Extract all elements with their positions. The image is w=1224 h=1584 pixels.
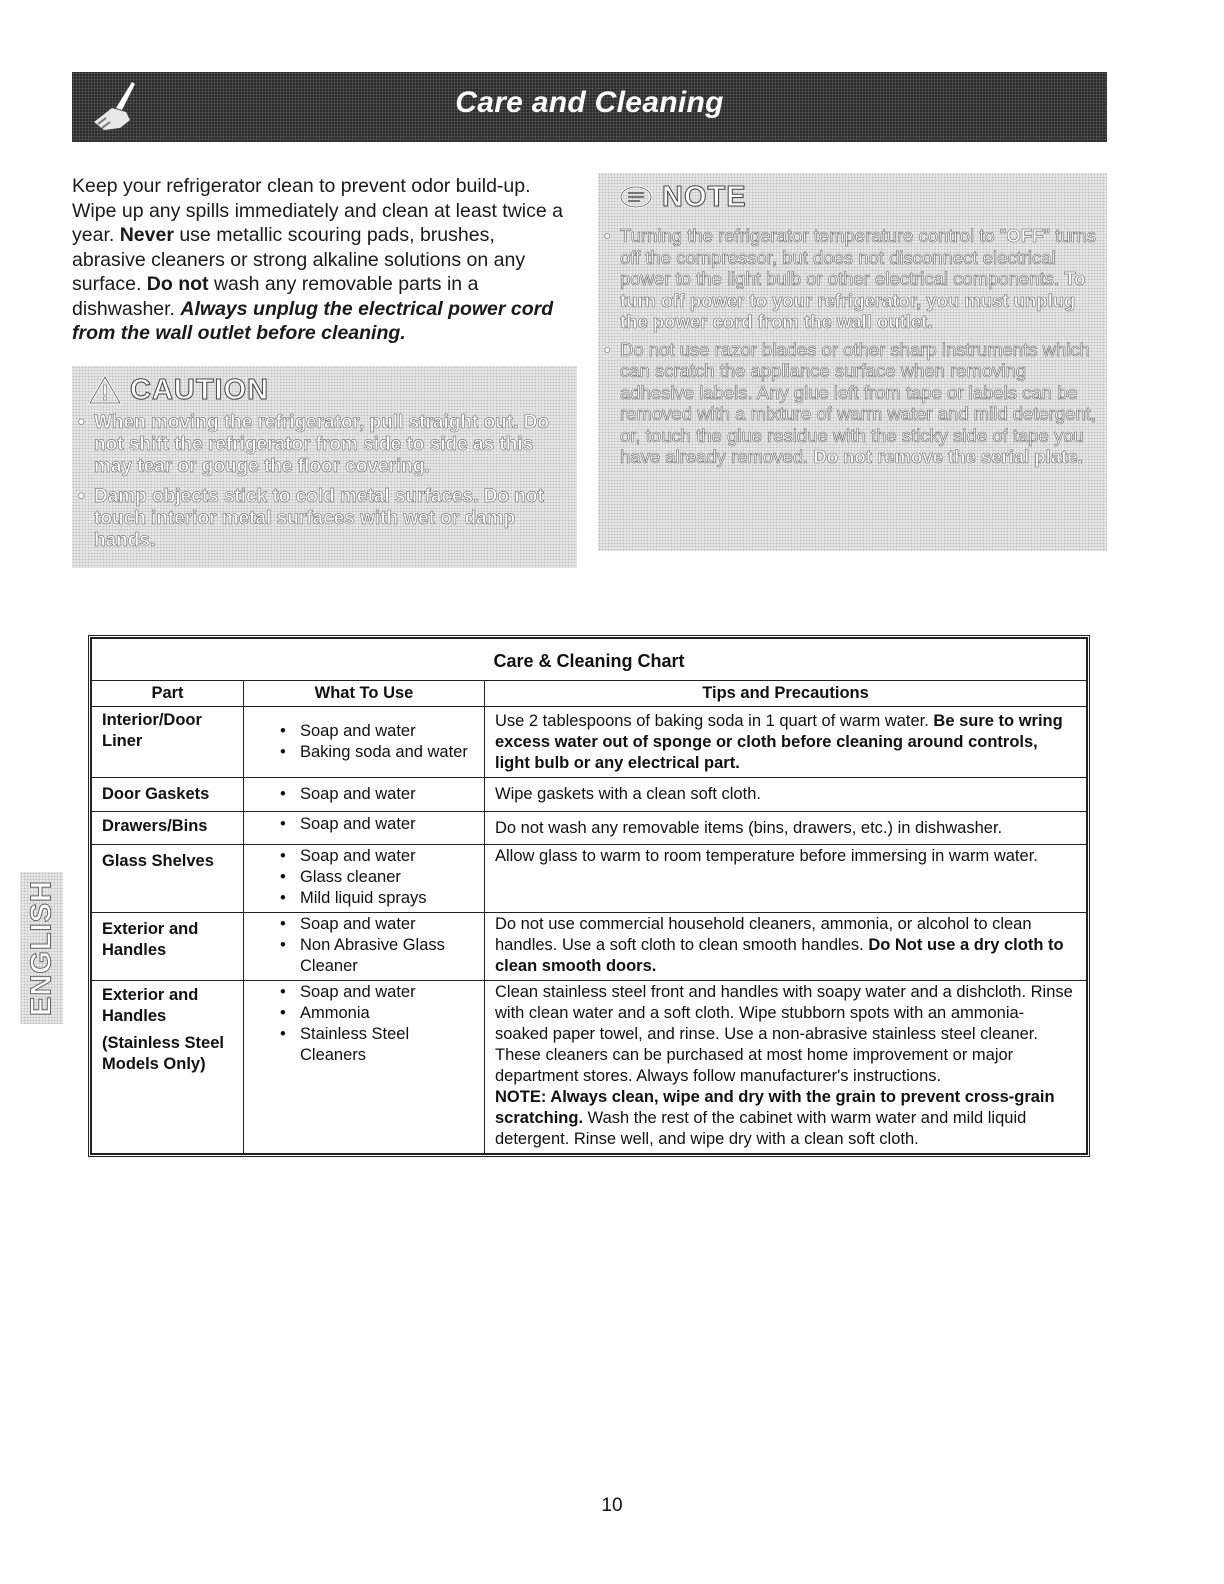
note-title: NOTE	[662, 180, 747, 213]
warning-triangle-icon	[88, 375, 122, 405]
caution-title: CAUTION	[130, 373, 270, 406]
caution-item: • Damp objects stick to cold metal surfaces. Do not touch interior metal surfaces with wet or damp hands.	[72, 486, 571, 552]
table-row: Interior/Door Liner • Soap and water • Baking soda and water Use 2 tablespoons of baking soda in 1 quart of warm water. Be sure to wring excess water out of sponge or cloth before cleaning around controls, light bulb or any electrical part.	[92, 707, 1087, 778]
note-item: • Do not use razor blades or other sharp instruments which can scratch the appliance surface when removing adhesive labels. Any glue left from tape or labels can be removed with a mixture of warm water and mild detergent, or, touch the glue residue with the sticky side of tape you have already removed. Do not remove the serial plate.	[598, 339, 1101, 468]
chart-title: Care & Cleaning Chart	[92, 639, 1087, 681]
intro-paragraph: Keep your refrigerator clean to prevent odor build-up. Wipe up any spills immediately and clean at least twice a year. Never use metallic scouring pads, brushes, abrasive cleaners or strong alkaline solutions on any surface. Do not wash any removable parts in a dishwasher. Always unplug the electrical power cord from the wall outlet before cleaning.	[72, 175, 563, 344]
note-paper-icon	[618, 184, 654, 210]
caution-box	[72, 366, 577, 568]
page-title: Care and Cleaning	[455, 86, 724, 119]
table-row: Exterior and Handles (Stainless Steel Models Only) • Soap and water • Ammonia • Stainless Steel Cleaners Clean stainless steel front and handles with soapy water and a dishcloth. Rinse with clean water and a soft cloth. Wipe stubborn spots with an ammonia-soaked paper towel, and rinse. Use a non-abrasive stainless steel cleaner. These cleaners can be purchased at most home improvement or major department stores. Always follow manufacturer's instructions. NOTE: Always clean, wipe and dry with the grain to prevent cross-grain scratching. Wash the rest of the cabinet with warm water and mild liquid detergent. Rinse well, and wipe dry with a clean soft cloth.	[92, 981, 1087, 1154]
column-header-part: Part	[92, 681, 244, 707]
note-item: • Turning the refrigerator temperature control to "OFF" turns off the compressor, but does not disconnect electrical power to the light bulb or other electrical components. To turn off power to your refrigerator, you must unplug the power cord from the wall outlet.	[598, 225, 1101, 333]
column-header-tips: Tips and Precautions	[485, 681, 1087, 707]
section-header	[72, 72, 1107, 142]
table-row: Exterior and Handles • Soap and water • Non Abrasive Glass Cleaner Do not use commercial household cleaners, ammonia, or alcohol to clean handles. Use a soft cloth to clean smooth handles. Do Not use a dry cloth to clean smooth doors.	[92, 913, 1087, 981]
page-number: 10	[601, 1495, 623, 1516]
care-cleaning-chart	[88, 635, 1090, 1157]
table-row: Glass Shelves • Soap and water • Glass cleaner • Mild liquid sprays Allow glass to warm to room temperature before immersing in warm water.	[92, 845, 1087, 913]
language-tab: ENGLISH	[20, 872, 63, 1024]
table-row: Drawers/Bins • Soap and water Do not wash any removable items (bins, drawers, etc.) in dishwasher.	[92, 812, 1087, 845]
note-box	[598, 173, 1107, 551]
caution-item: • When moving the refrigerator, pull straight out. Do not shift the refrigerator from side to side as this may tear or gouge the floor covering.	[72, 412, 571, 478]
table-row: Door Gaskets • Soap and water Wipe gaskets with a clean soft cloth.	[92, 778, 1087, 812]
column-header-what-to-use: What To Use	[244, 681, 485, 707]
